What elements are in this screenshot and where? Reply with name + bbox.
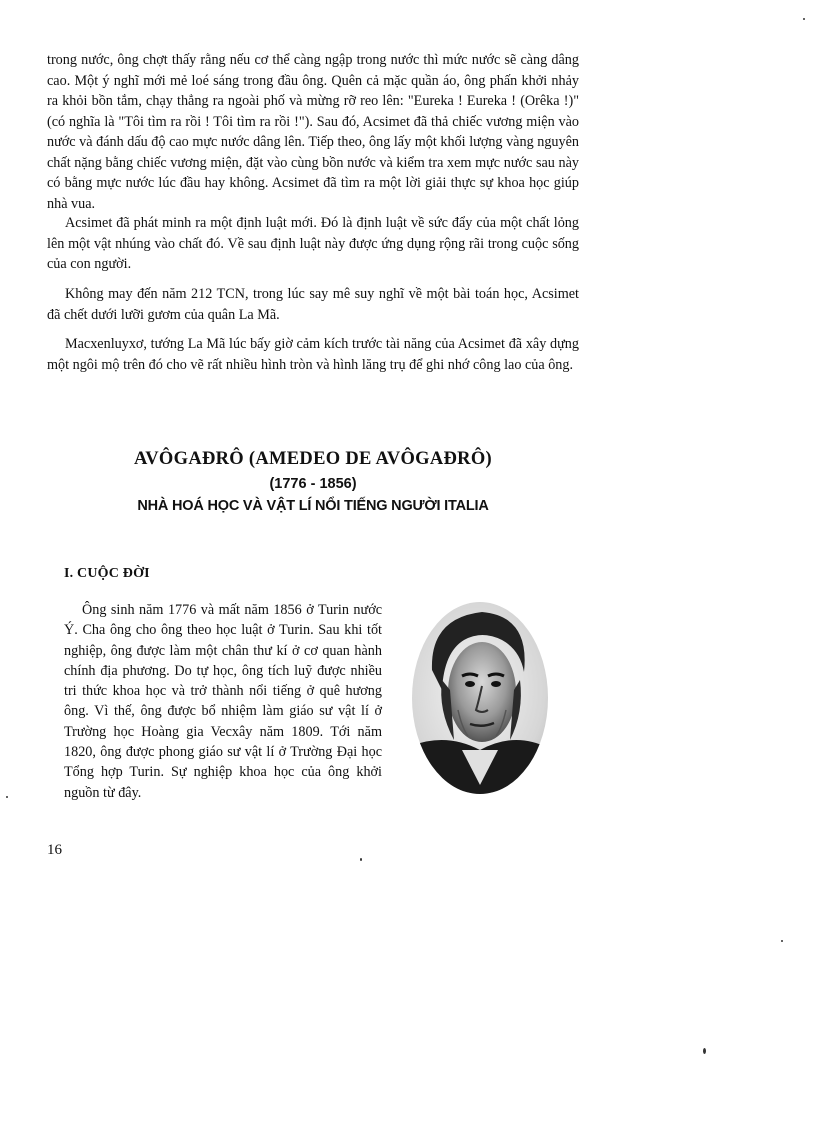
- scan-speck: [6, 796, 8, 798]
- paragraph-buoyancy-law: Acsimet đã phát minh ra một định luật mới. Đó là định luật về sức đẩy của một chất lỏng lên một vật nhúng vào chất đó. Về sau định luật này được ứng dụng rộng rãi trong cuộc sống của con người.: [47, 215, 579, 272]
- chapter-title: AVÔGAĐRÔ (AMEDEO DE AVÔGAĐRÔ): [134, 449, 492, 469]
- paragraph-archimedes-eureka: trong nước, ông chợt thấy rằng nếu cơ thể càng ngập trong nước thì mức nước sẽ càng dâng cao. Một ý nghĩ mới mẻ loé sáng trong đầu ông. Quên cả mặc quần áo, ông phấn khởi nhảy ra khỏi bồn tắm, chạy thẳng ra ngoài phố và mừng rỡ reo lên: "Eureka ! Eureka ! (Orêka !)" (có nghĩa là "Tôi tìm ra rồi ! Tôi tìm ra rồi !"). Sau đó, Acsimet đã thả chiếc vương miện vào nước và đánh dấu độ cao mực nước dâng lên. Tiếp theo, ông lấy một khối lượng vàng nguyên chất nặng bằng chiếc vương miện, đặt vào cùng bồn nước và kiểm tra xem mực nước sau này có bằng mực nước lúc đầu hay không. Acsimet đã tìm ra một lời giải thực sự khoa học giúp nhà vua.: [47, 52, 579, 212]
- scan-speck: [703, 1048, 706, 1054]
- section-biography-text: Ông sinh năm 1776 và mất năm 1856 ở Turin nước Ý. Cha ông cho ông theo học luật ở Turin. Sau khi tốt nghiệp, ông được làm một chân thư kí ở cơ quan hành chính địa phương. Do tự học, ông tích luỹ được nhiều tri thức khoa học và trở thành nổi tiếng ở quê hương ông. Vì thế, ông được bổ nhiệm làm giáo sư vật lí ở Trường học Hoàng gia Vecxây năm 1809. Tới năm 1820, ông được phong giáo sư vật lí ở Trường Đại học Tổng hợp Turin. Sự nghiệp khoa học của ông khởi nguồn từ đây.: [64, 602, 382, 801]
- avogadro-portrait: [402, 600, 552, 800]
- chapter-years: (1776 - 1856): [269, 476, 357, 492]
- scan-speck: [781, 940, 783, 942]
- chapter-heading: [47, 446, 579, 517]
- paragraph-marcellus-tomb: Macxenluyxơ, tướng La Mã lúc bấy giờ cảm kích trước tài năng của Acsimet đã xây dựng một ngôi mộ trên đó cho vẽ rất nhiều hình tròn và hình lăng trụ để ghi nhớ công lao của ông.: [47, 336, 579, 373]
- scan-speck: [803, 18, 805, 20]
- section-title: I. CUỘC ĐỜI: [64, 566, 150, 581]
- paragraph-archimedes-death: Không may đến năm 212 TCN, trong lúc say mê suy nghĩ về một bài toán học, Acsimet đã chết dưới lưỡi gươm của quân La Mã.: [47, 286, 579, 323]
- chapter-subtitle: NHÀ HOÁ HỌC VÀ VẬT LÍ NỔI TIẾNG NGƯỜI ITALIA: [137, 498, 489, 514]
- scan-speck: [360, 858, 362, 861]
- page-number: 16: [47, 842, 62, 858]
